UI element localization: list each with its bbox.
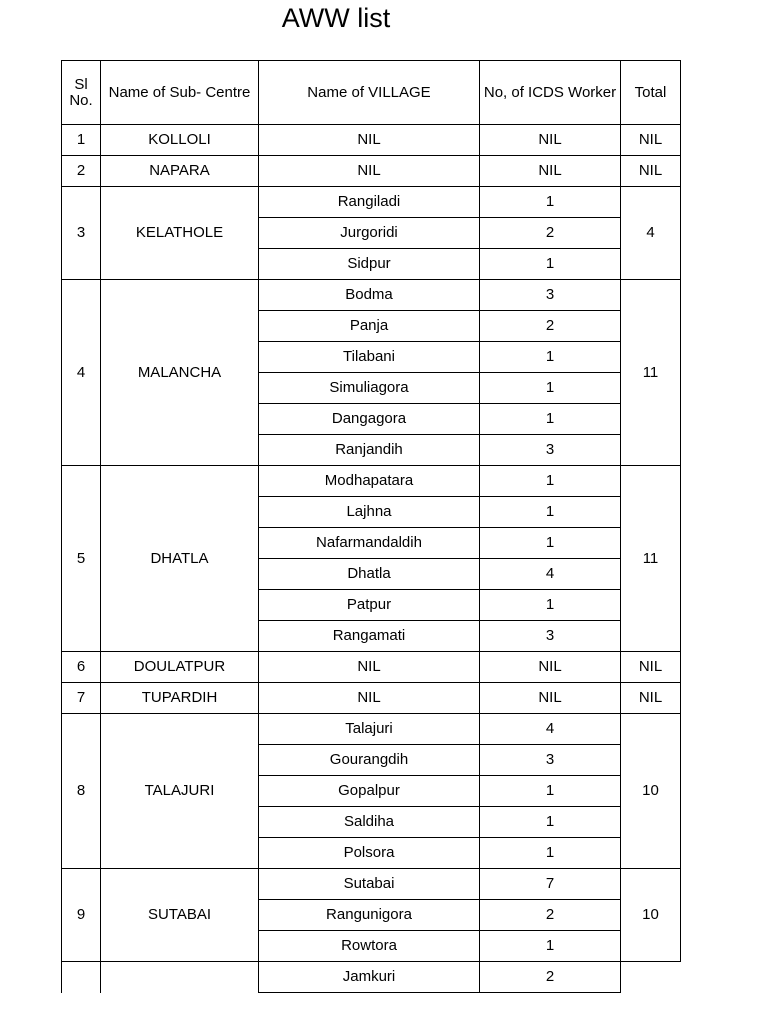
icds-worker-cell: 3 <box>480 435 621 466</box>
sl-no-cell: 7 <box>62 683 101 714</box>
sl-no-cell: 3 <box>62 187 101 280</box>
icds-worker-cell: 1 <box>480 931 621 962</box>
icds-worker-cell: 1 <box>480 528 621 559</box>
header-village: Name of VILLAGE <box>259 61 480 125</box>
total-cell: NIL <box>621 125 681 156</box>
total-cell: 11 <box>621 466 681 652</box>
icds-worker-cell: 1 <box>480 187 621 218</box>
header-sub-centre: Name of Sub- Centre <box>101 61 259 125</box>
icds-worker-cell: NIL <box>480 652 621 683</box>
sub-centre-cell: KELATHOLE <box>101 187 259 280</box>
village-cell: Jamkuri <box>259 962 480 993</box>
village-cell: Simuliagora <box>259 373 480 404</box>
sub-centre-cell: TUPARDIH <box>101 683 259 714</box>
village-cell: Patpur <box>259 590 480 621</box>
icds-worker-cell: 1 <box>480 249 621 280</box>
table-row <box>62 869 681 900</box>
village-cell: NIL <box>259 683 480 714</box>
icds-worker-cell: 1 <box>480 342 621 373</box>
icds-worker-cell: 2 <box>480 311 621 342</box>
sub-centre-cell: DHATLA <box>101 466 259 652</box>
table-row <box>62 962 681 993</box>
total-cell: 11 <box>621 280 681 466</box>
sub-centre-cell: SUTABAI <box>101 869 259 962</box>
page-bottom-edge <box>0 1018 768 1024</box>
table-body <box>62 125 681 993</box>
sub-centre-cell: MALANCHA <box>101 280 259 466</box>
sub-centre-cell: NAPARA <box>101 156 259 187</box>
icds-worker-cell: 1 <box>480 776 621 807</box>
village-cell: Sidpur <box>259 249 480 280</box>
table-row <box>62 280 681 311</box>
sl-no-cell: 8 <box>62 714 101 869</box>
table-row <box>62 652 681 683</box>
village-cell: Lajhna <box>259 497 480 528</box>
table-row <box>62 125 681 156</box>
header-icds-worker: No, of ICDS Worker <box>480 61 621 125</box>
icds-worker-cell: 2 <box>480 218 621 249</box>
village-cell: Gourangdih <box>259 745 480 776</box>
icds-worker-cell: 3 <box>480 280 621 311</box>
village-cell: Saldiha <box>259 807 480 838</box>
village-cell: Modhapatara <box>259 466 480 497</box>
table-row <box>62 683 681 714</box>
sl-no-cell: 4 <box>62 280 101 466</box>
village-cell: Rowtora <box>259 931 480 962</box>
sub-centre-cell: TALAJURI <box>101 714 259 869</box>
village-cell: Nafarmandaldih <box>259 528 480 559</box>
icds-worker-cell: 3 <box>480 621 621 652</box>
sub-centre-cell <box>101 962 259 993</box>
icds-worker-cell: 1 <box>480 373 621 404</box>
sl-no-cell: 6 <box>62 652 101 683</box>
table-row <box>62 714 681 745</box>
page-title: AWW list <box>281 3 391 33</box>
total-cell: NIL <box>621 156 681 187</box>
total-cell: NIL <box>621 683 681 714</box>
village-cell: Panja <box>259 311 480 342</box>
village-cell: NIL <box>259 652 480 683</box>
header-row <box>62 61 681 125</box>
village-cell: Polsora <box>259 838 480 869</box>
total-cell: 10 <box>621 714 681 869</box>
village-cell: Dangagora <box>259 404 480 435</box>
village-cell: NIL <box>259 156 480 187</box>
table-header <box>62 61 681 125</box>
total-cell: 4 <box>621 187 681 280</box>
village-cell: Rangiladi <box>259 187 480 218</box>
icds-worker-cell: 4 <box>480 714 621 745</box>
village-cell: Gopalpur <box>259 776 480 807</box>
icds-worker-cell: 1 <box>480 466 621 497</box>
total-cell: NIL <box>621 652 681 683</box>
sl-no-cell <box>62 962 101 993</box>
icds-worker-cell: 2 <box>480 962 621 993</box>
village-cell: Rangunigora <box>259 900 480 931</box>
total-cell: 10 <box>621 869 681 962</box>
icds-worker-cell: 1 <box>480 838 621 869</box>
header-total: Total <box>621 61 681 125</box>
icds-worker-cell: 7 <box>480 869 621 900</box>
village-cell: Sutabai <box>259 869 480 900</box>
village-cell: Jurgoridi <box>259 218 480 249</box>
icds-worker-cell: 3 <box>480 745 621 776</box>
icds-worker-cell: 2 <box>480 900 621 931</box>
sub-centre-cell: DOULATPUR <box>101 652 259 683</box>
icds-worker-cell: 1 <box>480 807 621 838</box>
village-cell: Bodma <box>259 280 480 311</box>
sl-no-cell: 5 <box>62 466 101 652</box>
village-cell: Ranjandih <box>259 435 480 466</box>
icds-worker-cell: 1 <box>480 590 621 621</box>
village-cell: NIL <box>259 125 480 156</box>
sl-no-cell: 9 <box>62 869 101 962</box>
icds-worker-cell: NIL <box>480 156 621 187</box>
icds-worker-cell: NIL <box>480 683 621 714</box>
sub-centre-cell: KOLLOLI <box>101 125 259 156</box>
icds-worker-cell: 4 <box>480 559 621 590</box>
village-cell: Dhatla <box>259 559 480 590</box>
table-row <box>62 156 681 187</box>
icds-worker-cell: NIL <box>480 125 621 156</box>
icds-worker-cell: 1 <box>480 404 621 435</box>
village-cell: Talajuri <box>259 714 480 745</box>
village-cell: Tilabani <box>259 342 480 373</box>
sl-no-cell: 2 <box>62 156 101 187</box>
table-row <box>62 466 681 497</box>
header-sl-no: Sl No. <box>62 61 101 125</box>
village-cell: Rangamati <box>259 621 480 652</box>
icds-worker-cell: 1 <box>480 497 621 528</box>
table-row <box>62 187 681 218</box>
sl-no-cell: 1 <box>62 125 101 156</box>
aww-table <box>61 60 681 993</box>
